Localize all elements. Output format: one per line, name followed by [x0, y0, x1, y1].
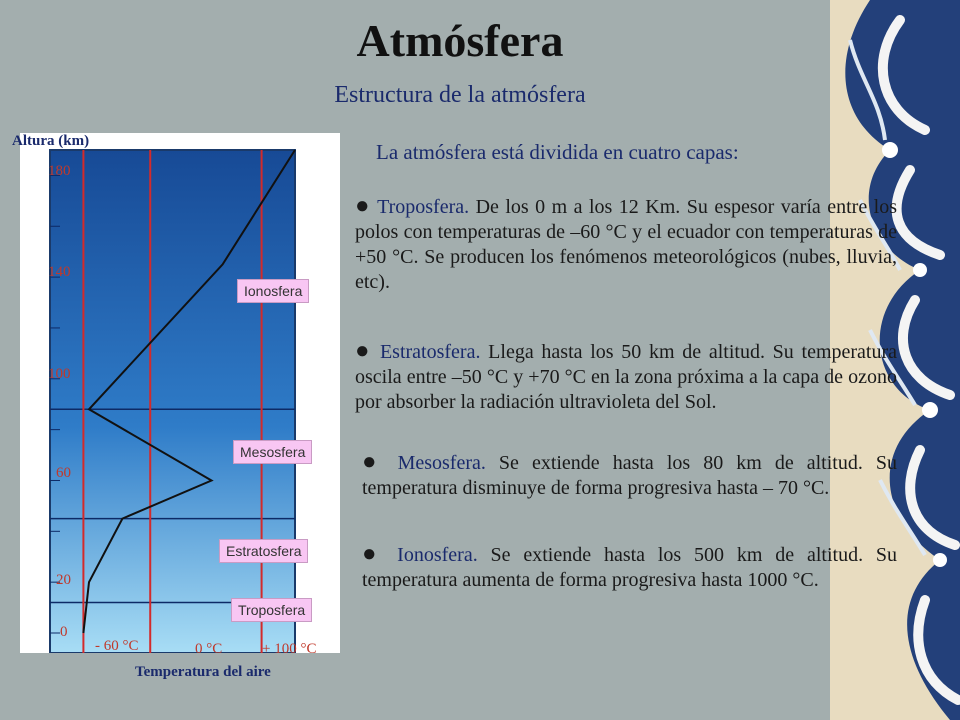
bullet-icon: ● [362, 541, 385, 567]
layer-name: Ionosfera. [397, 544, 478, 566]
bullet-icon: ● [362, 449, 385, 475]
layer-description: Llega hasta los 50 km de altitud. Su temperatura oscila entre –50 °C y +70 °C en la zona próxima a la capa de ozono por absorber la radiación ultravioleta del Sol. [355, 341, 898, 413]
plot-area [50, 150, 295, 653]
page-title: Atmósfera [356, 15, 564, 66]
y-tick-label: 20 [56, 572, 71, 588]
paragraph-troposfera [355, 195, 897, 295]
x-tick-label: 0 °C [195, 641, 223, 657]
paragraph-estratosfera [355, 340, 897, 415]
layer-name: Mesosfera. [397, 452, 486, 474]
y-tick-label: 100 [48, 366, 71, 382]
layer-label-ionosfera: Ionosfera [237, 279, 309, 303]
layer-description: Se extiende hasta los 80 km de altitud. Su temperatura disminuye de forma progresiva hasta – 70 °C. [362, 452, 897, 499]
layer-label-mesosfera: Mesosfera [233, 440, 312, 464]
x-tick-label: - 60 °C [95, 638, 139, 654]
y-tick-label: 140 [48, 264, 71, 280]
y-tick-label: 0 [60, 624, 68, 640]
page-subtitle: Estructura de la atmósfera [334, 82, 586, 108]
y-axis-title: Altura (km) [12, 133, 90, 149]
layer-name: Estratosfera. [379, 341, 481, 363]
layer-name: Troposfera. [377, 196, 470, 218]
bullet-icon: ● [355, 338, 373, 364]
layer-label-troposfera: Troposfera [231, 598, 312, 622]
y-tick-label: 180 [48, 163, 71, 179]
x-axis-title: Temperatura del aire [135, 664, 271, 680]
x-tick-label: + 100 °C [262, 641, 317, 657]
y-tick-label: 60 [56, 465, 71, 481]
intro-text: La atmósfera está dividida en cuatro capas: [376, 140, 739, 164]
paragraph-ionosfera [362, 543, 897, 593]
bullet-icon: ● [355, 193, 371, 219]
paragraph-mesosfera [362, 451, 897, 501]
layer-description: De los 0 m a los 12 Km. Su espesor varía entre los polos con temperaturas de –60 °C y el ecuador con temperaturas de +50 °C. Se producen los fenómenos meteorológicos (nubes, lluvia, etc). [355, 196, 897, 293]
layer-description: Se extiende hasta los 500 km de altitud. Su temperatura aumenta de forma progresiva hasta 1000 °C. [362, 544, 898, 591]
layer-label-estratosfera: Estratosfera [219, 539, 308, 563]
